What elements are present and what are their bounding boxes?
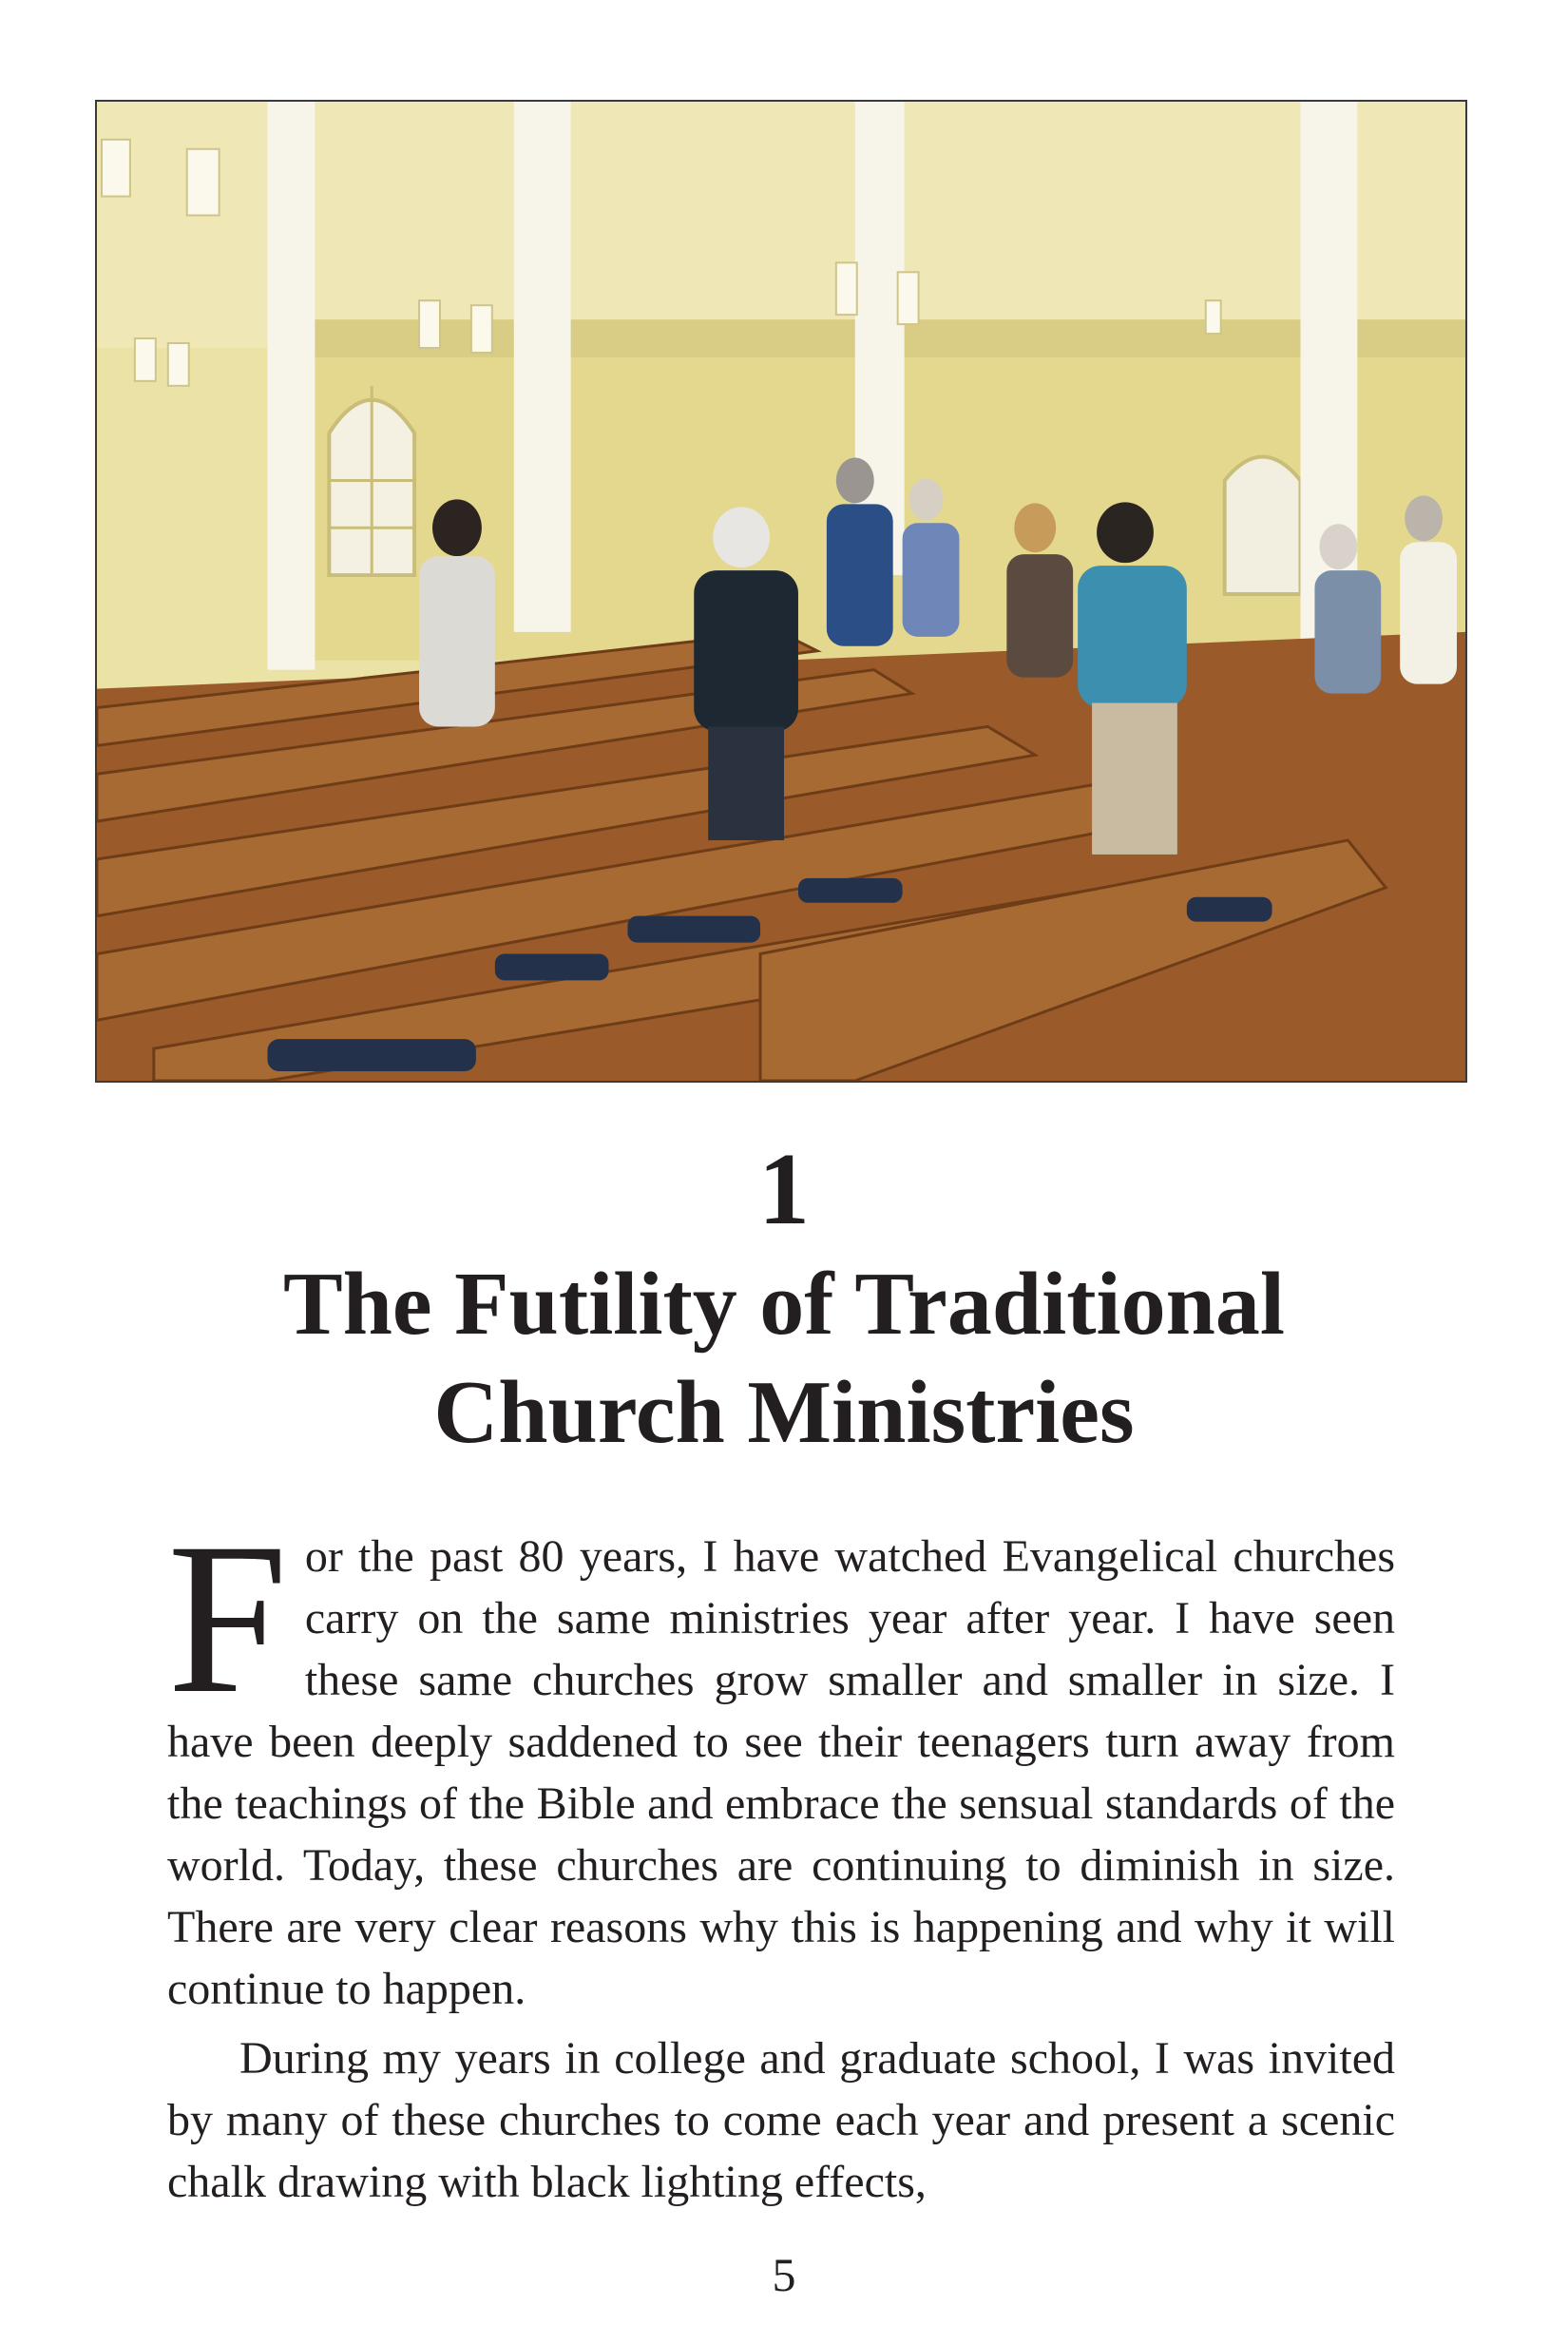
- paragraph-2: During my years in college and graduate school, I was invited by many of these churches to come each year and present a scenic chalk drawing with black lighting effects,: [167, 2033, 1395, 2207]
- chapter-title: [95, 1250, 1473, 1467]
- drop-cap: F: [167, 1499, 288, 1739]
- church-interior-photo: [95, 100, 1467, 1083]
- paragraph-1: [167, 1499, 1395, 2020]
- chapter-number: 1: [758, 1133, 810, 1246]
- paragraph-1-text: or the past 80 years, I have watched Evangelical churches carry on the same ministries year after year. I have seen these same churches grow smaller and smaller in size. I have been deeply saddened to see their teenagers turn away from the teachings of the Bible and embrace the sensual standards of the world. Today, these churches are continuing to diminish in size. There are very clear reasons why this is happening and why it will continue to happen.: [167, 1531, 1395, 2014]
- chapter-title-line-2: Church Ministries: [433, 1363, 1135, 1462]
- body-text: [167, 1499, 1395, 2213]
- page-number: 5: [772, 2248, 796, 2301]
- chapter-title-line-1: The Futility of Traditional: [282, 1255, 1286, 1354]
